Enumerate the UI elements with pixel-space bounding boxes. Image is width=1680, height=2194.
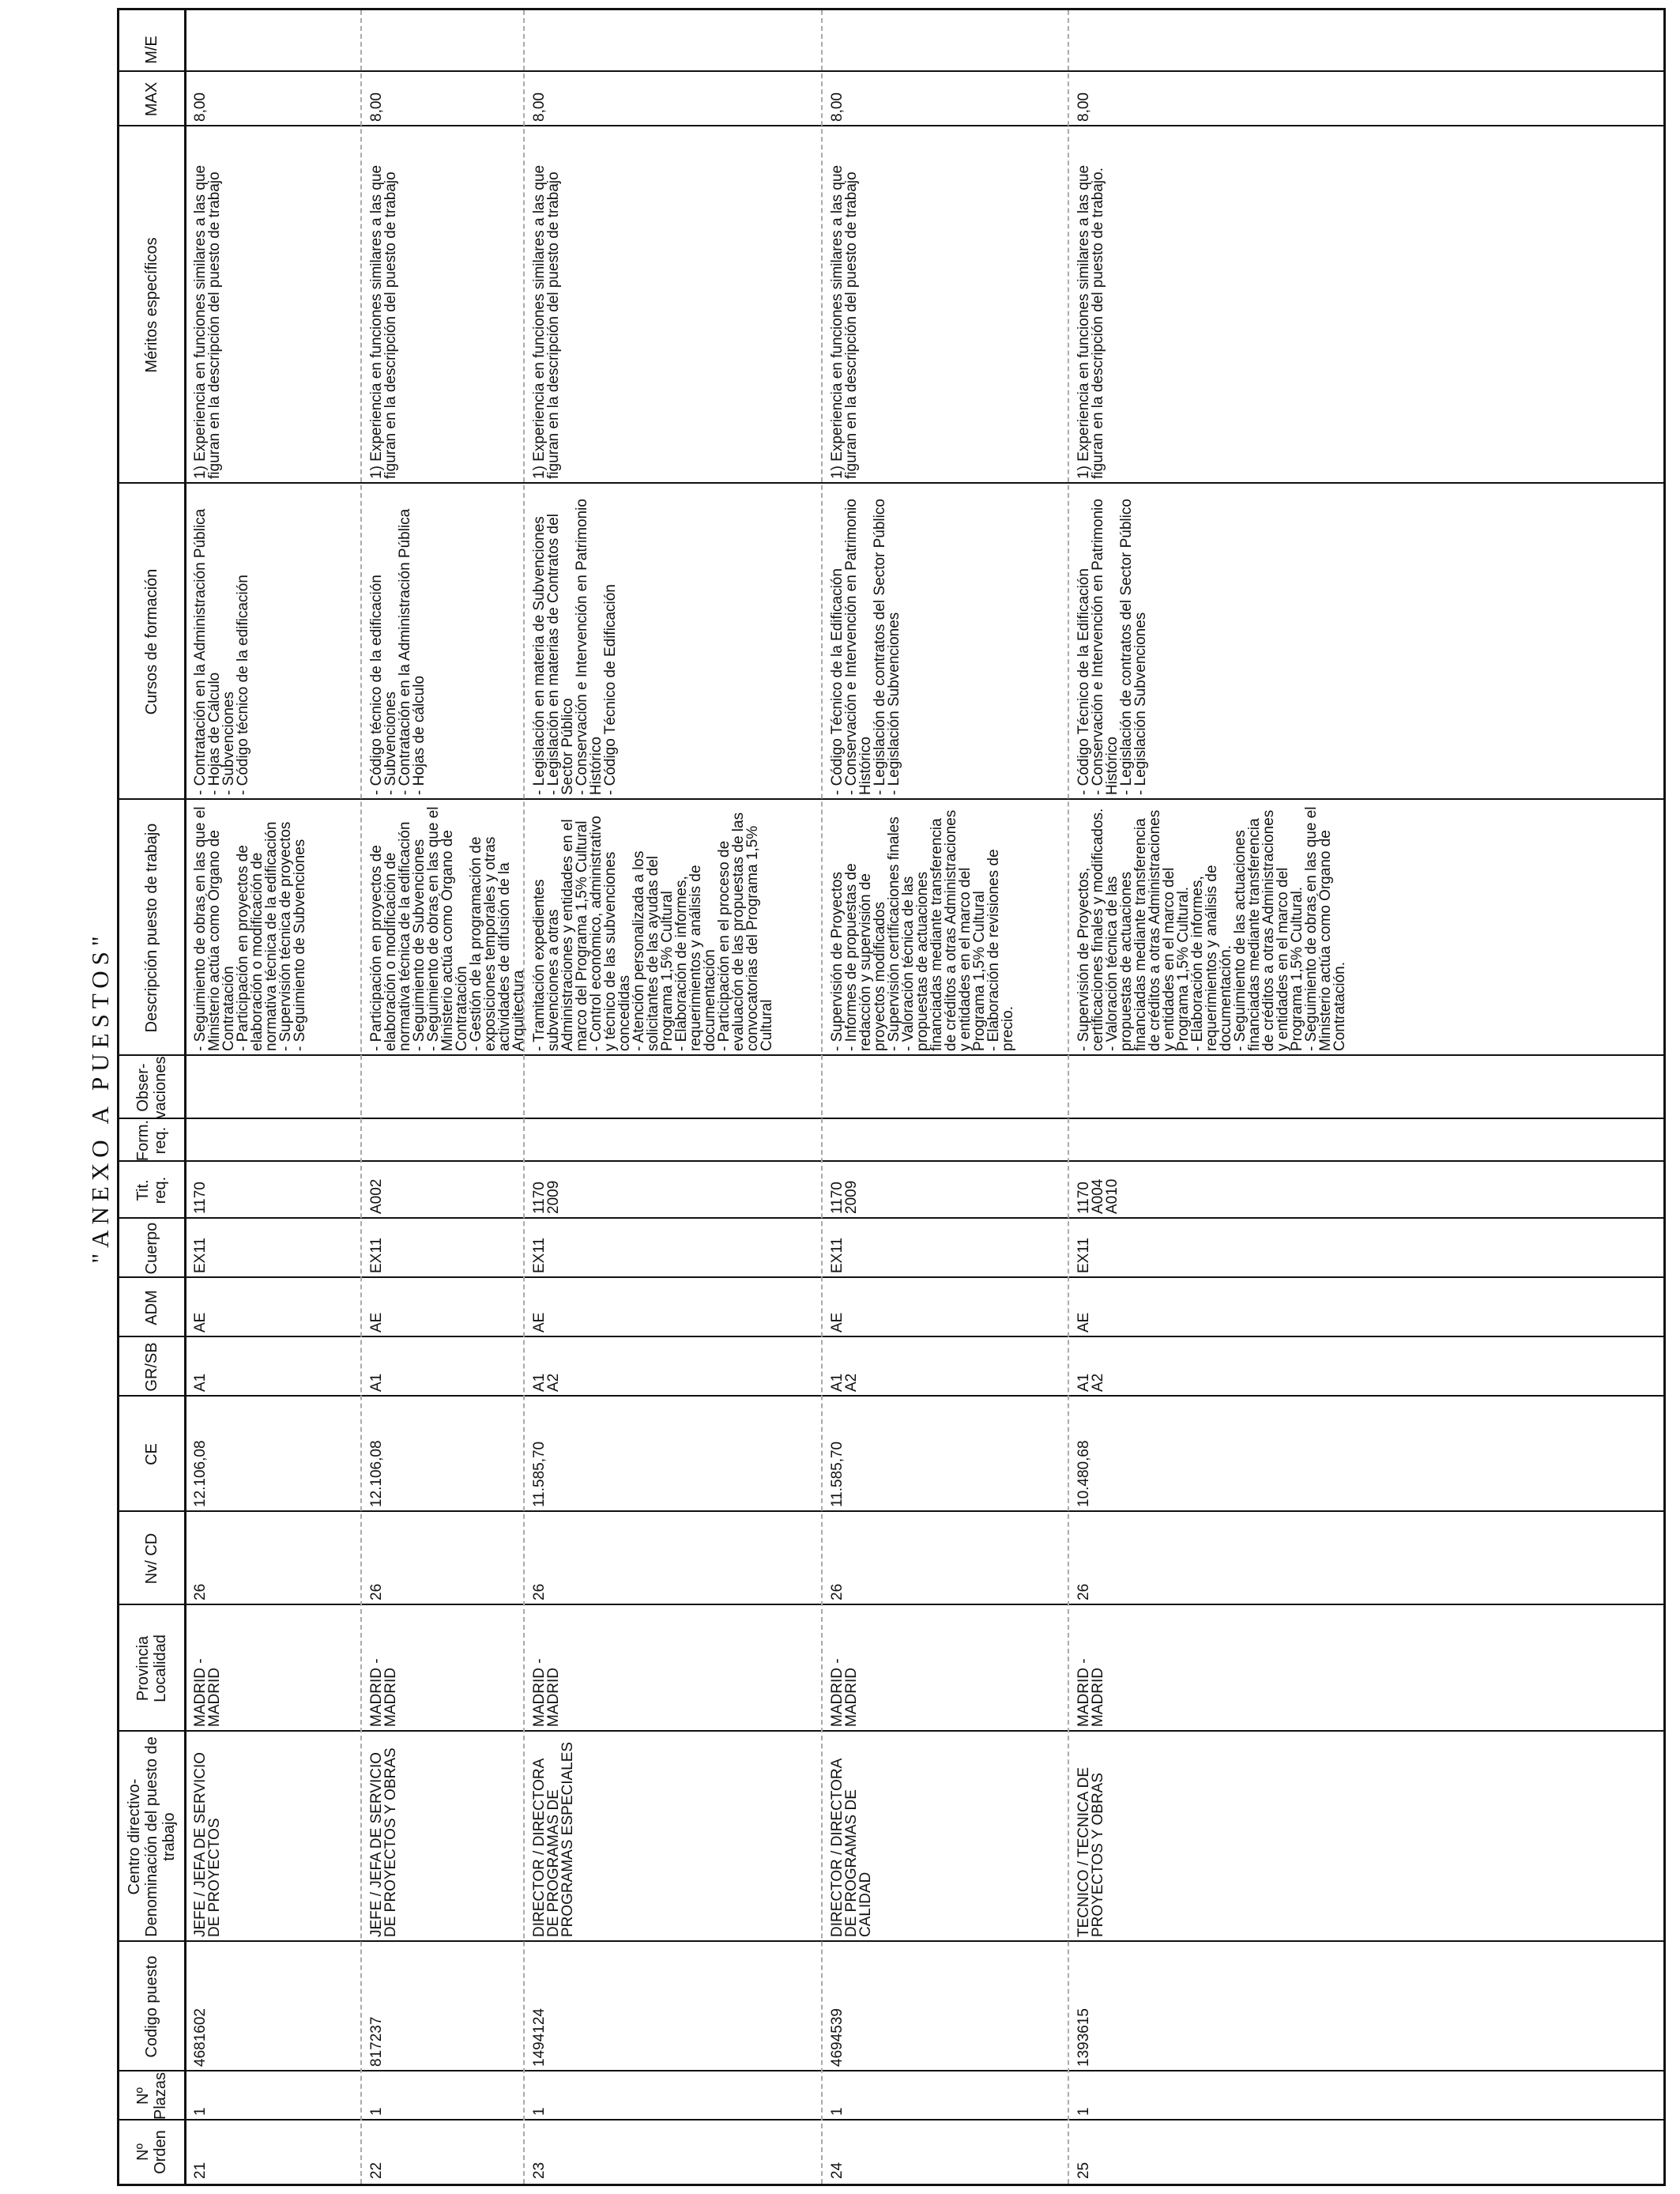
header-codigo: Codigo puesto xyxy=(143,1955,160,2058)
cell-formacion xyxy=(1074,1119,1667,1162)
cell-cuerpo: EX11 xyxy=(192,1237,209,1273)
cell-max: 8,00 xyxy=(368,92,385,122)
cell-meritos: 1) Experiencia en funciones similares a las que figuran en la descripción del puesto de trabajo xyxy=(829,164,860,479)
cell-codigo: 817237 xyxy=(368,2016,385,2067)
cell-cuerpo: EX11 xyxy=(368,1237,385,1273)
cell-nivel: 26 xyxy=(829,1583,846,1600)
cell-titulacion: 1170 2009 xyxy=(829,1180,860,1214)
cell-cursos: - Código Técnico de la Edificación - Conservación e Intervención en Patrimonio Histórico - Legislación de contratos del Sector Público - Legislación Subvenciones xyxy=(1075,499,1149,795)
cell-descripcion: - Tramitación expedientes subvenciones a otras Administraciones y entidades en el marco del Programa 1,5% Cultural - Control económico, administrativo y técnico de las subvenciones concedidas - Atención personalizada a los solicitantes de las ayudas del Programa 1,5% Cultural - Elaboración de informes, requerimientos y análisis de documentación - Participación en el proceso de evaluación de las propuestas de las convocatorias del Programa 1,5% Cultural xyxy=(531,812,775,1051)
cell-me xyxy=(529,28,819,72)
cell-denominacion: DIRECTOR / DIRECTORA DE PROGRAMAS DE PROGRAMAS ESPECIALES xyxy=(531,1741,576,1937)
header-max: MAX xyxy=(143,81,160,117)
row-separator xyxy=(523,10,525,2184)
cell-max: 8,00 xyxy=(531,92,548,122)
cell-descripcion: - Supervisión de Proyectos - Informes de propuestas de redacción y supervisión de proyectos modificados - Supervisión certificaciones finales - Valoración técnica de las propuestas de actuaciones financiadas mediante transferencia de créditos a otras Administraciones y entidades en el marco del Programa 1,5% Cultural - Elaboración de revisiones de precio. xyxy=(829,809,1016,1051)
cell-ce: 12.106,08 xyxy=(192,1440,209,1507)
cell-orden: 21 xyxy=(192,2162,209,2179)
cell-max: 8,00 xyxy=(1075,92,1092,122)
cell-ce: 10.480,68 xyxy=(1075,1440,1092,1507)
cell-orden: 25 xyxy=(1075,2162,1092,2179)
cell-adm: AE xyxy=(368,1312,385,1333)
cell-descripcion: - Supervisión de Proyectos, certificaciones finales y modificados. - Valoración técnica de las propuestas de actuaciones financiadas mediante transferencia de créditos a otras Administraciones y entidades en el marco del Programa 1,5% Cultural. - Elaboración de informes, requerimientos y análisis de documentación. - Seguimiento de las actuaciones financiadas mediante transferencia de créditos a otras Administraciones y entidades en el marco del Programa 1,5% Cultural. - Seguimiento de obras en las que el Ministerio actúa como Órgano de Contratación. xyxy=(1075,806,1348,1051)
cell-codigo: 1393615 xyxy=(1075,2008,1092,2067)
cell-adm: AE xyxy=(192,1312,209,1333)
cell-observaciones xyxy=(827,1056,1066,1119)
cell-codigo: 4681602 xyxy=(192,2008,209,2067)
cell-nivel: 26 xyxy=(1075,1583,1092,1600)
cell-grupo: A1 xyxy=(192,1373,209,1392)
cell-adm: AE xyxy=(829,1312,846,1333)
cell-denominacion: DIRECTOR / DIRECTORA DE PROGRAMAS DE CALIDAD xyxy=(829,1759,874,1937)
cell-plazas: 1 xyxy=(1075,2107,1092,2116)
header-adm: ADM xyxy=(143,1290,160,1325)
header-observaciones: Obser- vaciones xyxy=(134,1056,169,1119)
cell-provincia: MADRID - MADRID xyxy=(192,1658,223,1727)
cell-me xyxy=(367,28,522,72)
cell-meritos: 1) Experiencia en funciones similares a las que figuran en la descripción del puesto de trabajo xyxy=(531,164,562,479)
cell-formacion xyxy=(827,1119,1066,1162)
header-grupo: GR/SB xyxy=(143,1342,160,1392)
header-me: M/E xyxy=(143,36,160,64)
cell-me xyxy=(1074,28,1667,72)
cell-orden: 22 xyxy=(368,2162,385,2179)
header-formacion: Form. req. xyxy=(134,1119,169,1162)
cell-provincia: MADRID - MADRID xyxy=(829,1658,860,1727)
cell-formacion xyxy=(367,1119,522,1162)
header-provincia: Provincia Localidad xyxy=(134,1634,169,1702)
cell-provincia: MADRID - MADRID xyxy=(531,1658,562,1727)
cell-ce: 11.585,70 xyxy=(829,1441,846,1507)
cell-adm: AE xyxy=(531,1312,548,1333)
cell-denominacion: JEFE / JEFA DE SERVICIO DE PROYECTOS Y OBRAS xyxy=(368,1747,399,1937)
row-separator xyxy=(1068,10,1069,2184)
cell-orden: 23 xyxy=(531,2162,548,2179)
cell-ce: 11.585,70 xyxy=(531,1441,548,1507)
cell-grupo: A1 A2 xyxy=(531,1373,562,1392)
cell-cursos: - Legislación en materia de Subvenciones - Legislación en materias de Contratos del Sector Público - Conservación e Intervención en Patrimonio Histórico - Código Técnico de Edificación xyxy=(531,499,619,795)
cell-descripcion: - Participación en proyectos de elaboración o modificación de normativa técnica de la edificación - Seguimiento de Subvenciones - Seguimiento de obras en las que el Ministerio actúa como Órgano de Contratación - Gestión de la programación de exposiciones temporales y otras actividades de difusión de la Arquitectura xyxy=(368,806,527,1051)
cell-formacion xyxy=(190,1119,359,1162)
header-descripcion: Descripción puesto de trabajo xyxy=(143,823,160,1033)
header-denominacion: Centro directivo- Denominación del puesto de trabajo xyxy=(126,1736,178,1937)
cell-formacion xyxy=(529,1119,819,1162)
row-separator xyxy=(821,10,823,2184)
cell-adm: AE xyxy=(1075,1312,1092,1333)
cell-grupo: A1 xyxy=(368,1373,385,1392)
cell-nivel: 26 xyxy=(192,1583,209,1600)
header-separator xyxy=(184,10,186,2184)
cell-plazas: 1 xyxy=(829,2107,846,2116)
cell-observaciones xyxy=(367,1056,522,1119)
cell-codigo: 1494124 xyxy=(531,2008,548,2067)
header-titulacion: Tit. req. xyxy=(134,1176,169,1204)
cell-max: 8,00 xyxy=(192,92,209,122)
cell-cursos: - Código técnico de la edificación - Subvenciones - Contratación en la Administración Pública - Hojas de cálculo xyxy=(368,508,428,795)
cell-codigo: 4694539 xyxy=(829,2008,846,2067)
header-meritos: Méritos específicos xyxy=(143,237,160,373)
cell-grupo: A1 A2 xyxy=(1075,1373,1106,1392)
cell-cuerpo: EX11 xyxy=(829,1237,846,1273)
row-separator xyxy=(360,10,362,2184)
cell-titulacion: 1170 A004 A010 xyxy=(1075,1178,1121,1214)
cell-observaciones xyxy=(1074,1056,1667,1119)
cell-orden: 24 xyxy=(829,2162,846,2179)
cell-provincia: MADRID - MADRID xyxy=(1075,1658,1106,1727)
positions-table xyxy=(117,8,1666,2186)
header-cursos: Cursos de formación xyxy=(143,568,160,715)
cell-observaciones xyxy=(190,1056,359,1119)
header-ce: CE xyxy=(143,1443,160,1465)
cell-plazas: 1 xyxy=(368,2107,385,2116)
cell-denominacion: JEFE / JEFA DE SERVICIO DE PROYECTOS xyxy=(192,1751,223,1937)
cell-meritos: 1) Experiencia en funciones similares a las que figuran en la descripción del puesto de trabajo xyxy=(368,164,399,479)
cell-plazas: 1 xyxy=(531,2107,548,2116)
cell-me xyxy=(190,28,359,72)
cell-cuerpo: EX11 xyxy=(1075,1237,1092,1273)
cell-cursos: - Código Técnico de la Edificación - Conservación e Intervención en Patrimonio Histórico - Legislación de contratos del Sector Público - Legislación Subvenciones xyxy=(829,499,902,795)
header-plazas: Nº Plazas xyxy=(134,2071,169,2120)
cell-nivel: 26 xyxy=(531,1583,548,1600)
cell-meritos: 1) Experiencia en funciones similares a las que figuran en la descripción del puesto de trabajo. xyxy=(1075,164,1106,479)
cell-provincia: MADRID - MADRID xyxy=(368,1658,399,1727)
cell-cursos: - Contratación en la Administración Pública - Hojas de Cálculo - Subvenciones - Código técnico de la edificación xyxy=(192,508,251,795)
document-title: "ANEXO A PUESTOS" xyxy=(86,930,114,1264)
cell-titulacion: 1170 xyxy=(192,1182,209,1214)
header-cuerpo: Cuerpo xyxy=(143,1222,160,1275)
cell-me xyxy=(827,28,1066,72)
cell-denominacion: TECNICO / TECNICA DE PROYECTOS Y OBRAS xyxy=(1075,1766,1106,1937)
cell-titulacion: A002 xyxy=(368,1178,385,1214)
cell-cuerpo: EX11 xyxy=(531,1237,548,1273)
cell-titulacion: 1170 2009 xyxy=(531,1180,562,1214)
cell-descripcion: - Seguimiento de obras en las que el Ministerio actúa como Órgano de Contratación - Participación en proyectos de elaboración o modificación de normativa técnica de la edificación - Supervisión técnica de proyectos - Seguimiento de Subvenciones xyxy=(192,806,308,1051)
cell-plazas: 1 xyxy=(192,2107,209,2116)
cell-nivel: 26 xyxy=(368,1583,385,1600)
cell-observaciones xyxy=(529,1056,819,1119)
cell-meritos: 1) Experiencia en funciones similares a las que figuran en la descripción del puesto de trabajo xyxy=(192,164,223,479)
cell-ce: 12.106,08 xyxy=(368,1440,385,1507)
header-orden: Nº Orden xyxy=(134,2130,169,2174)
cell-grupo: A1 A2 xyxy=(829,1373,860,1392)
header-nivel: Nv/ CD xyxy=(143,1532,160,1585)
cell-max: 8,00 xyxy=(829,92,846,122)
